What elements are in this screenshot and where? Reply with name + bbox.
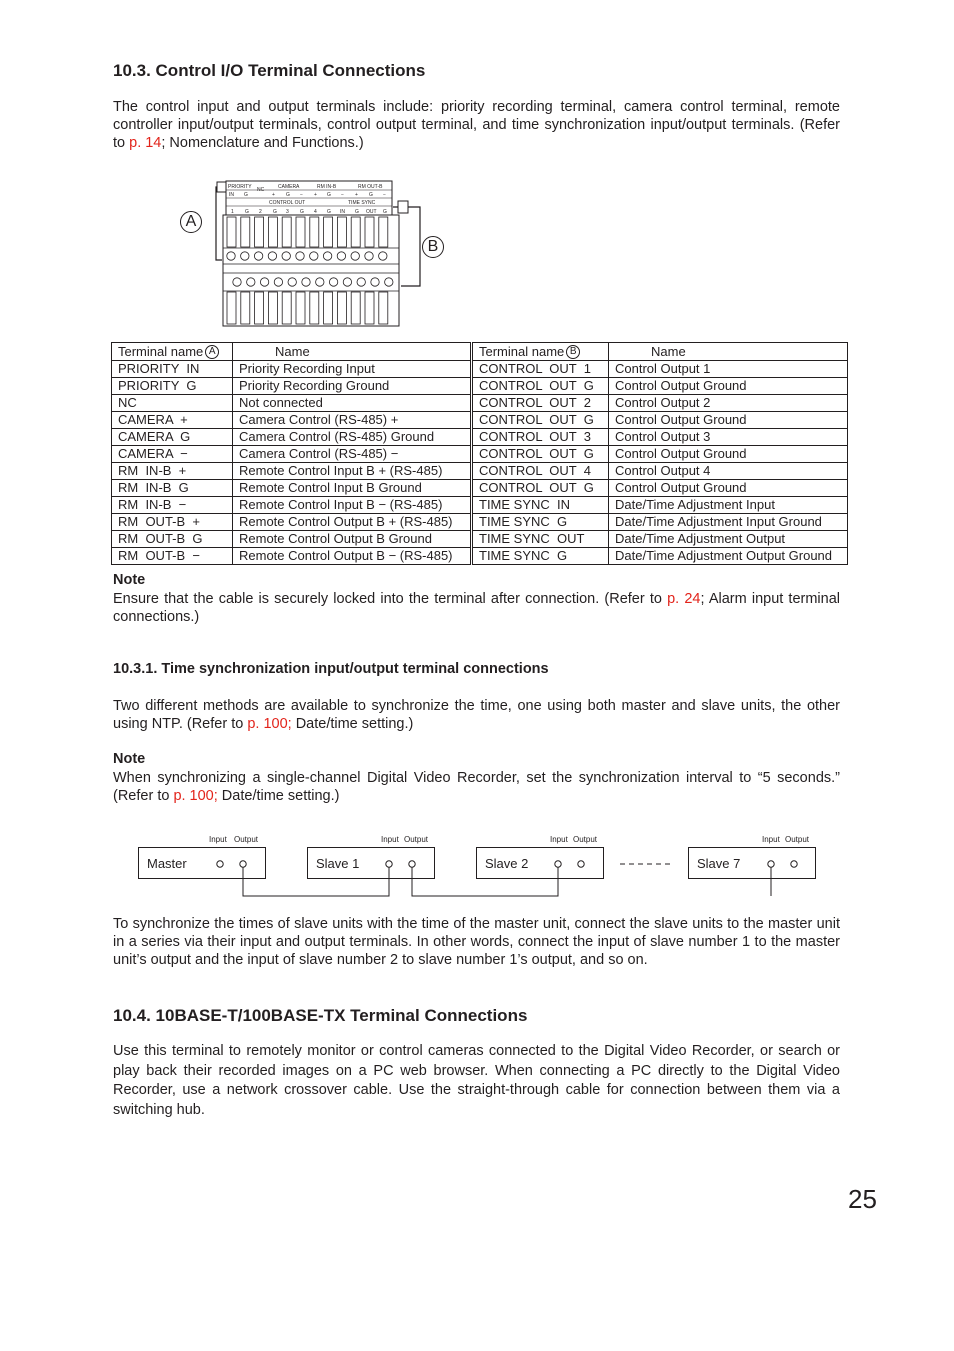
device-slave-7: Slave 7 — [688, 847, 816, 879]
terminal-name-cell: RM OUT-B − — [112, 548, 233, 565]
label-priority: PRIORITY — [228, 184, 252, 190]
terminal-slot-lower — [255, 292, 264, 324]
table-b-header-terminal: Terminal name B — [473, 343, 609, 361]
terminal-description-cell: Control Output 4 — [609, 463, 848, 480]
svg-text:+: + — [272, 192, 275, 198]
table-row — [473, 514, 848, 531]
terminal-slot — [379, 217, 388, 247]
table-row — [112, 378, 471, 395]
table-row — [473, 548, 848, 565]
terminal-slot-lower — [227, 292, 236, 324]
terminal-slot-lower — [241, 292, 250, 324]
slave2-input-terminal — [555, 861, 561, 867]
slave1-input-label: Input — [381, 835, 399, 844]
terminal-name-cell: TIME SYNC G — [473, 514, 609, 531]
terminal-description-cell: Date/Time Adjustment Input — [609, 497, 848, 514]
sync-explanation: To synchronize the times of slave units with the time of the master unit, connect the slave units to the master unit in a series via their input and output terminals. In other words, connect the input of slave number 1 to the master unit’s output and the input of slave number 2 to slave number 1’s output, and so on. — [113, 916, 840, 968]
slave2-output-terminal — [578, 861, 584, 867]
svg-text:+: + — [355, 192, 358, 198]
terminal-name-cell: RM IN-B G — [112, 480, 233, 497]
screw-terminal — [274, 278, 282, 286]
slave1-output-label: Output — [404, 835, 429, 844]
terminal-description-cell: Remote Control Input B Ground — [233, 480, 471, 497]
terminal-slot-lower — [296, 292, 305, 324]
table-row — [473, 361, 848, 378]
table-row — [473, 378, 848, 395]
table-row — [473, 446, 848, 463]
terminal-name-cell: RM IN-B − — [112, 497, 233, 514]
bracket-a — [216, 187, 223, 260]
svg-text:G: G — [327, 192, 331, 198]
svg-text:G: G — [245, 209, 249, 215]
bracket-a-tab — [217, 182, 226, 192]
table-row — [112, 531, 471, 548]
wire-master-to-slave1 — [243, 867, 389, 896]
section-10-3-1-heading: 10.3.1. Time synchronization input/output terminal connections — [113, 661, 549, 677]
svg-text:−: − — [383, 192, 386, 198]
table-row — [112, 480, 471, 497]
table-row — [473, 497, 848, 514]
svg-text:−: − — [341, 192, 344, 198]
terminal-name-cell: CONTROL OUT 4 — [473, 463, 609, 480]
table-row — [112, 446, 471, 463]
section-10-3-intro — [113, 98, 840, 152]
slave7-input-terminal — [768, 861, 774, 867]
screw-terminal — [233, 278, 241, 286]
screw-terminal — [385, 278, 393, 286]
section-10-3-1-text: Two different methods are available to synchronize the time, one using both master and slave units, the other using NTP. (Refer to p. 100; Date/time setting.) — [113, 698, 840, 732]
slave2-output-label: Output — [573, 835, 598, 844]
terminal-slot-lower — [351, 292, 360, 324]
table-a-header-name: Name — [233, 343, 471, 361]
label-camera: CAMERA — [278, 184, 300, 190]
screw-terminal — [247, 278, 255, 286]
terminal-name-cell: CONTROL OUT 2 — [473, 395, 609, 412]
svg-text:+: + — [314, 192, 317, 198]
master-input-terminal — [217, 861, 223, 867]
terminal-description-cell: Control Output 2 — [609, 395, 848, 412]
terminal-description-cell: Remote Control Input B − (RS-485) — [233, 497, 471, 514]
terminal-description-cell: Control Output 1 — [609, 361, 848, 378]
terminal-description-cell: Remote Control Output B Ground — [233, 531, 471, 548]
terminal-description-cell: Date/Time Adjustment Output Ground — [609, 548, 848, 565]
note-1-link-p24[interactable]: p. 24 — [667, 591, 701, 607]
device-master: Master — [138, 847, 266, 879]
master-input-label: Input — [209, 835, 227, 844]
device-slave-2: Slave 2 — [476, 847, 604, 879]
table-row — [473, 463, 848, 480]
screw-terminal — [343, 278, 351, 286]
terminal-description-cell: Camera Control (RS-485) + — [233, 412, 471, 429]
slave7-output-label: Output — [785, 835, 810, 844]
master-output-terminal — [240, 861, 246, 867]
screw-terminal — [227, 252, 235, 260]
terminal-name-cell: PRIORITY G — [112, 378, 233, 395]
section-10-4-heading: 10.4. 10BASE-T/100BASE-TX Terminal Connections — [113, 1006, 528, 1025]
terminal-slot — [255, 217, 264, 247]
terminal-slot — [241, 217, 250, 247]
slave2-input-label: Input — [550, 835, 568, 844]
terminal-name-cell: CONTROL OUT 3 — [473, 429, 609, 446]
terminal-name-cell: RM IN-B + — [112, 463, 233, 480]
screw-terminal — [329, 278, 337, 286]
screw-terminal — [282, 252, 290, 260]
terminal-description-cell: Camera Control (RS-485) − — [233, 446, 471, 463]
terminal-block-diagram — [175, 178, 455, 330]
svg-text:G: G — [327, 209, 331, 215]
note-2-link-p100[interactable]: p. 100; — [173, 788, 218, 804]
label-rm-out-b: RM OUT-B — [358, 184, 383, 190]
terminal-name-cell: CONTROL OUT G — [473, 480, 609, 497]
terminal-name-cell: CONTROL OUT G — [473, 446, 609, 463]
svg-text:G: G — [369, 192, 373, 198]
terminal-description-cell: Control Output Ground — [609, 412, 848, 429]
terminal-name-cell: TIME SYNC OUT — [473, 531, 609, 548]
circle-a-icon: A — [205, 345, 219, 359]
terminal-description-cell: Priority Recording Input — [233, 361, 471, 378]
terminal-slot — [282, 217, 291, 247]
intro-text: The control input and output terminals include: priority recording terminal, camera control terminal, remote controller input/output terminals, control output terminal, and time synchronization input/output terminals. (Refer to — [113, 99, 840, 151]
table-row — [112, 361, 471, 378]
terminal-slot — [365, 217, 374, 247]
terminal-name-cell: CAMERA + — [112, 412, 233, 429]
circle-b-icon: B — [566, 345, 580, 359]
screw-terminal — [357, 278, 365, 286]
screw-terminal — [351, 252, 359, 260]
table-row — [473, 531, 848, 548]
terminal-description-cell: Remote Control Input B + (RS-485) — [233, 463, 471, 480]
terminal-description-cell: Not connected — [233, 395, 471, 412]
terminal-description-cell: Camera Control (RS-485) Ground — [233, 429, 471, 446]
terminal-description-cell: Control Output Ground — [609, 446, 848, 463]
note-2-text: When synchronizing a single-channel Digital Video Recorder, set the synchronization interval to “5 seconds.” (Refer to p. 100; Date/time setting.) — [113, 770, 840, 804]
terminal-name-cell: CONTROL OUT 1 — [473, 361, 609, 378]
screw-terminal — [254, 252, 262, 260]
master-output-label: Output — [234, 835, 259, 844]
label-rm-in-b: RM IN-B — [317, 184, 337, 190]
label-nc: NC — [257, 187, 265, 193]
terminal-name-cell: CONTROL OUT G — [473, 378, 609, 395]
terminal-slot — [337, 217, 346, 247]
section-10-3-1-link-p100[interactable]: p. 100; — [247, 716, 292, 732]
table-row — [473, 395, 848, 412]
terminal-description-cell: Control Output Ground — [609, 480, 848, 497]
terminal-slot-lower — [282, 292, 291, 324]
section-10-3-heading: 10.3. Control I/O Terminal Connections — [113, 61, 426, 80]
terminal-slot — [268, 217, 277, 247]
intro-link-p14[interactable]: p. 14 — [129, 135, 162, 151]
table-row — [112, 497, 471, 514]
terminal-name-cell: RM OUT-B + — [112, 514, 233, 531]
svg-text:1: 1 — [231, 209, 234, 215]
svg-text:IN: IN — [229, 192, 234, 198]
table-row — [473, 429, 848, 446]
svg-text:G: G — [286, 192, 290, 198]
screw-terminal — [296, 252, 304, 260]
table-row — [112, 548, 471, 565]
terminal-name-cell: PRIORITY IN — [112, 361, 233, 378]
wire-slave1-to-slave2 — [412, 867, 558, 896]
sync-connections — [0, 840, 954, 900]
screw-terminal — [288, 278, 296, 286]
screw-terminal — [337, 252, 345, 260]
table-a-header-terminal: Terminal name A — [112, 343, 233, 361]
svg-text:IN: IN — [340, 209, 345, 215]
svg-text:4: 4 — [314, 209, 317, 215]
terminal-name-cell: NC — [112, 395, 233, 412]
terminal-slot-lower — [268, 292, 277, 324]
screw-terminal — [379, 252, 387, 260]
svg-text:G: G — [383, 209, 387, 215]
label-time-sync: TIME SYNC — [348, 200, 376, 206]
note-1-title: Note — [113, 572, 146, 588]
terminal-name-cell: TIME SYNC IN — [473, 497, 609, 514]
terminal-name-cell: RM OUT-B G — [112, 531, 233, 548]
device-slave-1: Slave 1 — [307, 847, 435, 879]
terminal-description-cell: Remote Control Output B + (RS-485) — [233, 514, 471, 531]
table-row — [112, 412, 471, 429]
slave7-input-label: Input — [762, 835, 780, 844]
screw-terminal — [268, 252, 276, 260]
table-row — [112, 429, 471, 446]
section-10-4-text: Use this terminal to remotely monitor or control cameras connected to the Digital Video Recorder, or search or play back their recorded images on a PC web browser. When connecting a PC directly to the Digital Video Recorder, use a network crossover cable. Use the straight-through cable for connection between them via a switching hub. — [113, 1043, 840, 1118]
svg-text:2: 2 — [259, 209, 262, 215]
terminal-description-cell: Date/Time Adjustment Output — [609, 531, 848, 548]
bracket-b-tab — [398, 201, 408, 213]
terminal-slot — [310, 217, 319, 247]
terminal-slot — [227, 217, 236, 247]
terminal-description-cell: Control Output 3 — [609, 429, 848, 446]
terminal-description-cell: Control Output Ground — [609, 378, 848, 395]
callout-b: B — [422, 236, 444, 258]
slave1-output-terminal — [409, 861, 415, 867]
svg-text:3: 3 — [286, 209, 289, 215]
screw-terminal — [310, 252, 318, 260]
page-number: 25 — [848, 1184, 877, 1214]
terminal-slot-lower — [324, 292, 333, 324]
table-row — [112, 463, 471, 480]
screw-terminal — [323, 252, 331, 260]
svg-text:OUT: OUT — [366, 209, 377, 215]
screw-terminal — [241, 252, 249, 260]
terminal-name-cell: CAMERA − — [112, 446, 233, 463]
note-1-text: Ensure that the cable is securely locked into the terminal after connection. (Refer to p. 24; Alarm input terminal connections.) — [113, 591, 841, 625]
svg-text:G: G — [300, 209, 304, 215]
slave1-input-terminal — [386, 861, 392, 867]
terminal-table-a — [111, 342, 471, 565]
terminal-table-b — [472, 342, 848, 565]
terminal-name-cell: CONTROL OUT G — [473, 412, 609, 429]
svg-text:G: G — [355, 209, 359, 215]
intro-suffix: ; Nomenclature and Functions.) — [161, 135, 364, 151]
screw-terminal — [316, 278, 324, 286]
terminal-slot-lower — [310, 292, 319, 324]
terminal-slot — [296, 217, 305, 247]
label-control-out: CONTROL OUT — [269, 200, 306, 206]
terminal-slot-lower — [337, 292, 346, 324]
terminal-description-cell: Remote Control Output B − (RS-485) — [233, 548, 471, 565]
slave7-output-terminal — [791, 861, 797, 867]
terminal-name-cell: CAMERA G — [112, 429, 233, 446]
screw-terminal — [302, 278, 310, 286]
callout-a: A — [180, 211, 202, 233]
terminal-slot — [324, 217, 333, 247]
svg-text:G: G — [244, 192, 248, 198]
table-b-header-name: Name — [609, 343, 848, 361]
terminal-description-cell: Date/Time Adjustment Input Ground — [609, 514, 848, 531]
terminal-slot-lower — [379, 292, 388, 324]
screw-terminal — [260, 278, 268, 286]
terminal-slot — [351, 217, 360, 247]
terminal-slot-lower — [365, 292, 374, 324]
table-row — [473, 480, 848, 497]
table-row — [112, 395, 471, 412]
screw-terminal — [371, 278, 379, 286]
terminal-description-cell: Priority Recording Ground — [233, 378, 471, 395]
svg-text:−: − — [300, 192, 303, 198]
note-2-title: Note — [113, 751, 146, 767]
svg-text:G: G — [273, 209, 277, 215]
terminal-name-cell: TIME SYNC G — [473, 548, 609, 565]
table-row — [112, 514, 471, 531]
screw-terminal — [365, 252, 373, 260]
table-row — [473, 412, 848, 429]
